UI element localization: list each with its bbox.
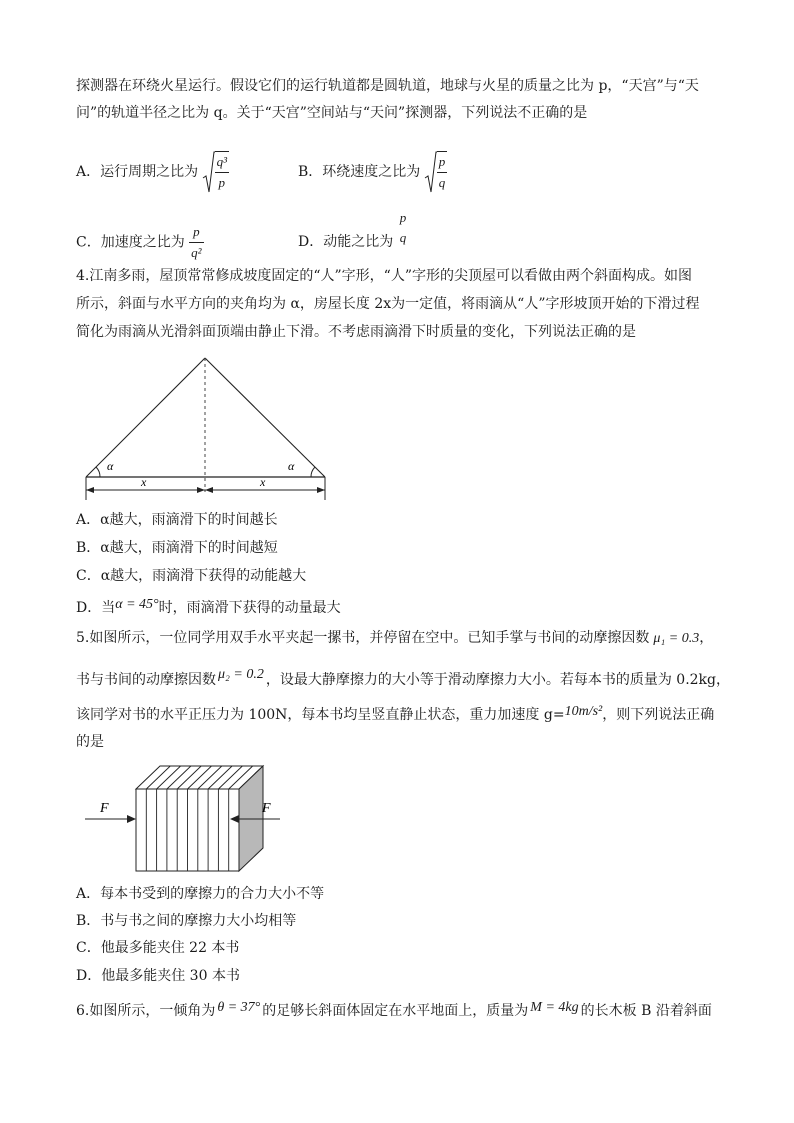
q3-option-c-denominator: q² bbox=[189, 242, 203, 263]
q5-line2-end: ，设最大静摩擦力的大小等于滑动摩擦力大小。若每本书的质量为 0.2kg， bbox=[265, 672, 731, 688]
q6-theta: θ = 37° bbox=[217, 1000, 261, 1015]
q4-roof-figure bbox=[80, 352, 340, 504]
q5-stem-line-3 bbox=[76, 705, 714, 726]
q3-stem-line-2: 问”的轨道半径之比为 q。关于“天宫”空间站与“天问”探测器，下列说法不正确的是 bbox=[76, 105, 588, 121]
dim-arrow-1 bbox=[86, 487, 94, 493]
q4-stem-line-1: 4.江南多雨，屋顶常常修成坡度固定的“人”字形，“人”字形的尖顶屋可以看做由两个斜面构成。如图 bbox=[76, 268, 692, 284]
left-angle-arc bbox=[96, 467, 100, 477]
q6-line1-end: 的长木板 B 沿着斜面 bbox=[580, 1003, 712, 1019]
q4-option-d-post: 时，雨滴滑下获得的动量最大 bbox=[158, 600, 341, 616]
q5-option-b: B．书与书之间的摩擦力大小均相等 bbox=[76, 913, 297, 929]
q3-option-a-numerator: q³ bbox=[216, 154, 227, 169]
q4-stem-line-3: 简化为雨滴从光滑斜面顶端由静止下滑。不考虑雨滴滑下时质量的变化，下列说法正确的是 bbox=[76, 324, 636, 340]
dim-arrow-4 bbox=[317, 487, 325, 493]
force-label-right: F bbox=[262, 801, 271, 816]
q6-stem-line-1 bbox=[76, 1001, 712, 1022]
q5-line2-text: 书与书间的动摩擦因数 bbox=[76, 672, 216, 688]
q5-option-c: C．他最多能夹住 22 本书 bbox=[76, 940, 240, 956]
q3-option-c-label: C．加速度之比为 bbox=[76, 234, 185, 251]
q3-option-a-sqrt bbox=[203, 150, 229, 194]
sqrt-sign-icon bbox=[203, 150, 215, 194]
q3-option-b-denominator: q bbox=[437, 172, 448, 193]
force-label-left: F bbox=[100, 801, 109, 816]
dim-label-left: x bbox=[141, 475, 147, 489]
q4-stem-line-2: 所示，斜面与水平方向的夹角均为 α，房屋长度 2x为一定值，将雨滴从“人”字形坡顶开始的下滑过程 bbox=[76, 296, 700, 312]
q5-line1-text: 5.如图所示，一位同学用双手水平夹起一摞书，并停留在空中。已知手掌与书间的动摩擦因数 bbox=[76, 630, 650, 646]
q3-stem-line-1: 探测器在环绕火星运行。假设它们的运行轨道都是圆轨道，地球与火星的质量之比为 p，“天宫”与“天 bbox=[76, 78, 699, 94]
dim-arrow-2 bbox=[197, 487, 205, 493]
roof-left-slope bbox=[86, 358, 205, 477]
q4-option-a: A．α越大，雨滴滑下的时间越长 bbox=[76, 512, 278, 528]
q5-mu1: μ₁ = 0.3 bbox=[653, 631, 700, 646]
q3-option-b-numerator: p bbox=[438, 154, 446, 169]
force-arrow-left-icon bbox=[127, 815, 136, 823]
roof-right-slope bbox=[205, 358, 325, 477]
q3-option-d bbox=[298, 210, 408, 262]
q3-option-a bbox=[76, 150, 229, 194]
q4-option-d-math: α = 45° bbox=[115, 597, 159, 612]
q4-option-d-pre: D．当 bbox=[76, 600, 116, 616]
q5-stem-line-2 bbox=[76, 667, 731, 691]
q5-option-d: D．他最多能夹住 30 本书 bbox=[76, 968, 240, 984]
q3-option-d-denominator: q bbox=[399, 230, 407, 245]
sqrt-sign-icon bbox=[425, 150, 437, 194]
q3-option-d-label: D．动能之比为 bbox=[298, 234, 394, 250]
q6-line1-text: 6.如图所示，一倾角为 bbox=[76, 1003, 216, 1019]
q4-option-b: B．α越大，雨滴滑下的时间越短 bbox=[76, 540, 278, 556]
right-angle-label: α bbox=[288, 459, 295, 473]
q6-line1-mid: 的足够长斜面体固定在水平地面上，质量为 bbox=[262, 1003, 529, 1019]
q3-option-b-sqrt bbox=[425, 150, 448, 194]
q5-gravity: 10m/s² bbox=[564, 704, 603, 719]
q3-option-b-label: B．环绕速度之比为 bbox=[298, 164, 421, 180]
right-angle-arc bbox=[311, 467, 315, 477]
q5-mu2: μ₂ = 0.2 bbox=[218, 667, 264, 682]
q3-option-c bbox=[76, 222, 204, 263]
q4-option-c: C．α越大，雨滴滑下获得的动能越大 bbox=[76, 568, 307, 584]
q3-option-b bbox=[298, 150, 447, 194]
q5-line1-end: ， bbox=[699, 630, 714, 646]
q5-line3-text: 该同学对书的水平正压力为 100N，每本书均呈竖直静止状态，重力加速度 g= bbox=[76, 707, 565, 723]
q3-option-c-numerator: p bbox=[193, 224, 200, 239]
q5-stem-line-4: 的是 bbox=[76, 734, 104, 750]
q6-mass: M = 4kg bbox=[530, 1000, 579, 1015]
q5-option-a: A．每本书受到的摩擦力的合力大小不等 bbox=[76, 886, 325, 902]
q5-line3-end: ，则下列说法正确 bbox=[602, 707, 715, 723]
q3-option-a-denominator: p bbox=[215, 172, 229, 193]
dim-arrow-3 bbox=[205, 487, 213, 493]
dim-label-right: x bbox=[260, 475, 266, 489]
q5-stem-line-1 bbox=[76, 628, 713, 649]
q3-option-a-label: A．运行周期之比为 bbox=[76, 164, 199, 180]
q3-option-d-numerator: p bbox=[399, 210, 407, 225]
q4-option-d bbox=[76, 598, 341, 619]
left-angle-label: α bbox=[107, 459, 114, 473]
q5-book-stack-figure bbox=[80, 762, 280, 876]
